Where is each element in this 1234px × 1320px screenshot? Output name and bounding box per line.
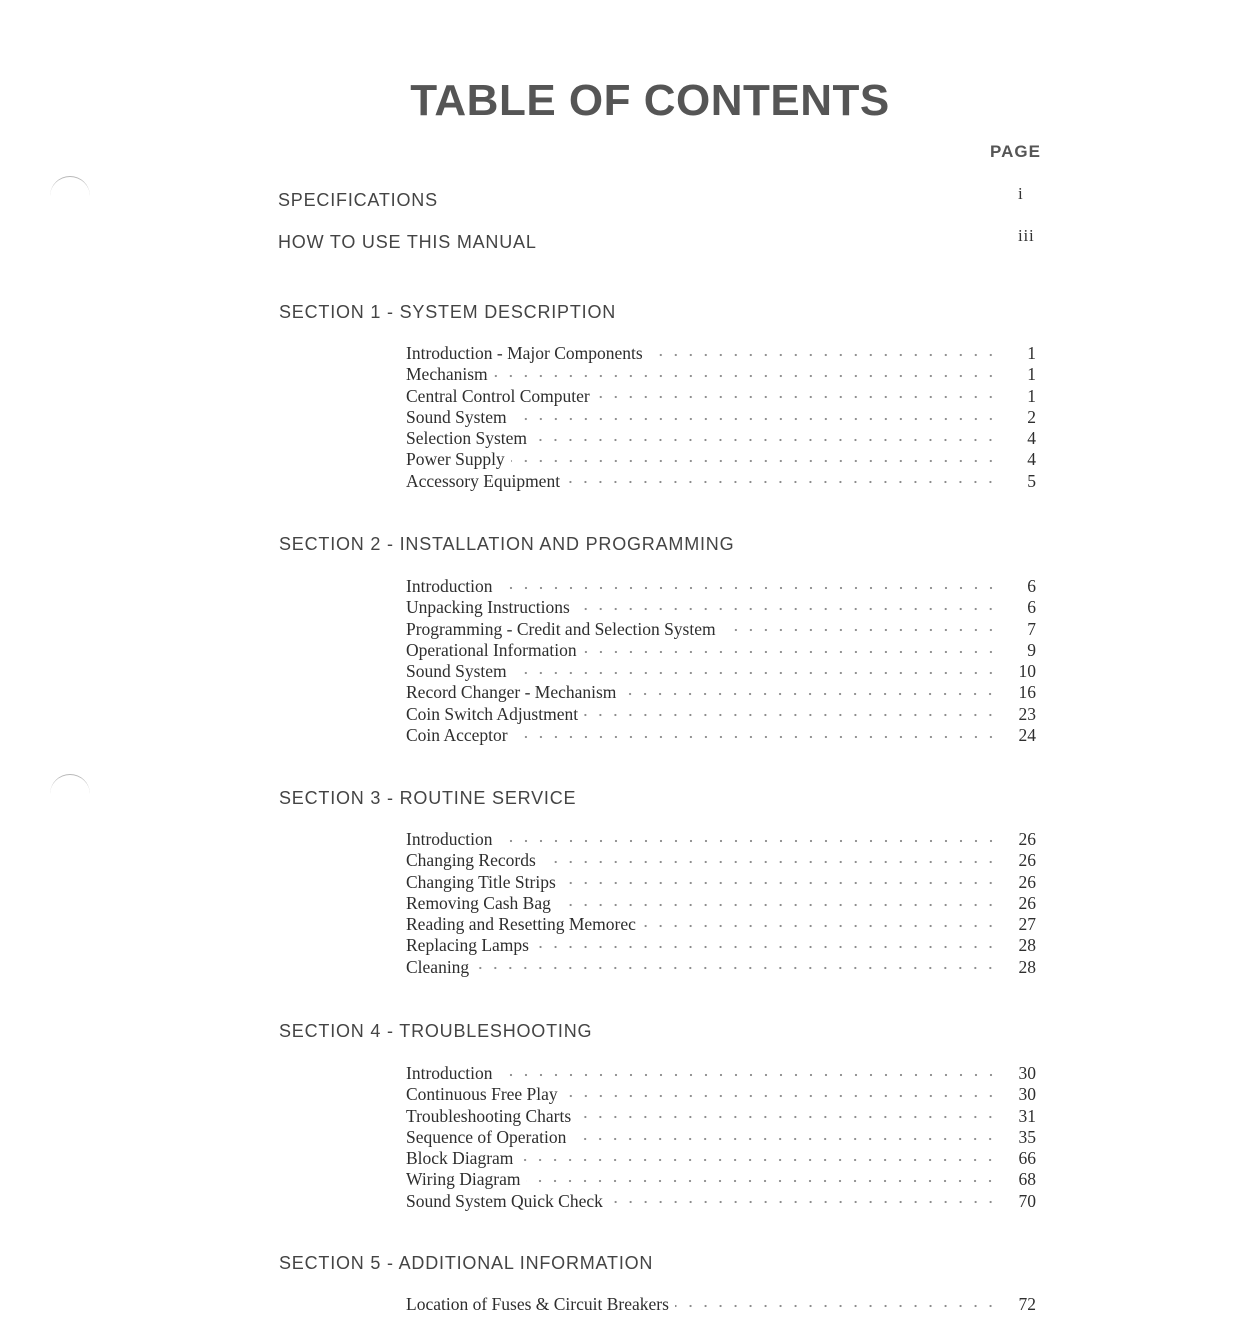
toc-entry xyxy=(406,1148,1036,1169)
section-4-entries xyxy=(406,1063,1036,1212)
toc-entry-label: Selection System xyxy=(406,428,528,449)
dot-leader xyxy=(566,477,998,487)
toc-entry xyxy=(406,682,1036,703)
toc-entry xyxy=(406,1106,1036,1127)
section-1-heading: SECTION 1 - SYSTEM DESCRIPTION xyxy=(279,302,617,322)
toc-entry-label: Changing Records xyxy=(406,850,536,871)
toc-entry-page: 6 xyxy=(1027,576,1036,596)
toc-entry xyxy=(406,1169,1036,1190)
toc-entry-page: 1 xyxy=(1027,385,1036,406)
toc-entry-page: 68 xyxy=(1018,1169,1036,1190)
toc-entry-label: Introduction xyxy=(406,829,493,849)
toc-entry-label: Central Control Computer xyxy=(406,385,590,406)
toc-entry-page: 24 xyxy=(1018,725,1036,746)
toc-entry-label: Programming - Credit and Selection System xyxy=(406,618,716,639)
toc-entry xyxy=(406,935,1036,956)
dot-leader xyxy=(596,392,998,402)
toc-how-to-use xyxy=(278,226,1038,253)
toc-entry xyxy=(406,1084,1036,1105)
toc-entry xyxy=(406,343,1036,364)
toc-entry-label: Introduction xyxy=(406,576,493,596)
dot-leader xyxy=(564,1091,998,1101)
toc-entry-page: 26 xyxy=(1018,850,1036,871)
toc-entry-page: 4 xyxy=(1027,449,1036,470)
dot-leader xyxy=(572,1134,998,1144)
toc-entry xyxy=(406,661,1036,682)
dot-leader xyxy=(542,857,998,867)
toc-entry-page: 1 xyxy=(1027,343,1036,363)
toc-entry-page: 30 xyxy=(1018,1084,1036,1105)
toc-entry-label: Location of Fuses & Circuit Breakers xyxy=(406,1294,669,1314)
toc-entry xyxy=(406,449,1036,470)
toc-entry xyxy=(406,1294,1036,1315)
dot-leader xyxy=(583,647,998,657)
dot-leader xyxy=(513,414,998,424)
dot-leader xyxy=(499,836,998,846)
toc-entry-label: Coin Switch Adjustment xyxy=(406,703,579,724)
toc-entry-label: Mechanism xyxy=(406,364,488,385)
toc-entry-label: Unpacking Instructions xyxy=(406,597,570,618)
toc-entry-label: Removing Cash Bag xyxy=(406,892,551,913)
section-1-entries xyxy=(406,343,1036,492)
toc-entry-label: Sequence of Operation xyxy=(406,1126,567,1147)
toc-entry-page: 9 xyxy=(1027,639,1036,660)
toc-entry-label: Sound System xyxy=(406,661,507,682)
dot-leader xyxy=(675,1301,998,1311)
dot-leader xyxy=(535,942,998,952)
toc-entry-page: 1 xyxy=(1027,364,1036,385)
toc-entry-label: Accessory Equipment xyxy=(406,470,561,491)
dot-leader xyxy=(562,878,998,888)
toc-entry-page: 26 xyxy=(1018,892,1036,913)
toc-entry xyxy=(406,829,1036,850)
dot-leader xyxy=(557,900,998,910)
toc-entry xyxy=(406,1191,1036,1212)
section-5-entries xyxy=(406,1294,1036,1315)
dot-leader xyxy=(511,456,998,466)
toc-entry-page: 23 xyxy=(1018,703,1036,724)
toc-entry-label: Introduction - Major Components xyxy=(406,343,643,363)
section-2-heading: SECTION 2 - INSTALLATION AND PROGRAMMING xyxy=(279,534,735,554)
dot-leader xyxy=(722,625,998,635)
binder-hole-mark xyxy=(50,774,90,797)
dot-leader xyxy=(499,583,998,593)
toc-entry xyxy=(406,386,1036,407)
toc-entry-page: 72 xyxy=(1018,1294,1036,1314)
section-4-heading: SECTION 4 - TROUBLESHOOTING xyxy=(279,1021,593,1041)
toc-entry xyxy=(406,914,1036,935)
toc-entry-page: 6 xyxy=(1027,597,1036,618)
toc-entry-page: 66 xyxy=(1018,1148,1036,1169)
toc-entry-label: Troubleshooting Charts xyxy=(406,1105,572,1126)
section-3-entries xyxy=(406,829,1036,978)
toc-entry xyxy=(406,364,1036,385)
toc-entry xyxy=(406,1063,1036,1084)
toc-entry xyxy=(406,872,1036,893)
toc-entry xyxy=(406,957,1036,978)
toc-entry-label: Block Diagram xyxy=(406,1148,514,1169)
toc-entry xyxy=(406,1127,1036,1148)
toc-entry-label: Record Changer - Mechanism xyxy=(406,682,617,703)
toc-entry xyxy=(406,407,1036,428)
dot-leader xyxy=(499,1070,998,1080)
dot-leader xyxy=(533,435,998,445)
dot-leader xyxy=(577,1112,998,1122)
dot-leader xyxy=(622,689,998,699)
toc-entry xyxy=(406,576,1036,597)
dot-leader xyxy=(642,921,998,931)
toc-page-number: i xyxy=(1018,184,1024,203)
toc-entry xyxy=(406,597,1036,618)
page-column-header: PAGE xyxy=(990,142,1041,161)
dot-leader xyxy=(609,1197,998,1207)
dot-leader xyxy=(513,668,998,678)
dot-leader xyxy=(475,963,998,973)
toc-entry-page: 28 xyxy=(1018,956,1036,977)
toc-specifications xyxy=(278,184,1038,211)
toc-entry-label: Sound System xyxy=(406,406,507,427)
toc-entry-label: Sound System Quick Check xyxy=(406,1190,603,1211)
toc-entry-label: Coin Acceptor xyxy=(406,725,508,746)
toc-entry-page: 10 xyxy=(1018,661,1036,682)
toc-entry-page: 31 xyxy=(1018,1105,1036,1126)
toc-entry xyxy=(406,640,1036,661)
toc-entry-label: Wiring Diagram xyxy=(406,1169,521,1190)
dot-leader xyxy=(519,1155,998,1165)
toc-entry xyxy=(406,850,1036,871)
section-2-entries xyxy=(406,576,1036,746)
page-title: TABLE OF CONTENTS xyxy=(410,76,890,125)
binder-hole-mark xyxy=(50,176,90,199)
toc-label: HOW TO USE THIS MANUAL xyxy=(278,232,537,252)
section-5-heading: SECTION 5 - ADDITIONAL INFORMATION xyxy=(279,1253,654,1273)
dot-leader xyxy=(494,371,998,381)
toc-entry-label: Operational Information xyxy=(406,639,577,660)
toc-entry-page: 26 xyxy=(1018,829,1036,849)
toc-entry-page: 5 xyxy=(1027,470,1036,491)
toc-page-number: iii xyxy=(1018,226,1035,245)
toc-entry-label: Changing Title Strips xyxy=(406,871,556,892)
toc-entry-page: 70 xyxy=(1018,1190,1036,1211)
toc-entry-page: 26 xyxy=(1018,871,1036,892)
toc-entry-label: Introduction xyxy=(406,1063,493,1083)
toc-entry-label: Replacing Lamps xyxy=(406,935,529,956)
toc-entry-page: 7 xyxy=(1027,618,1036,639)
toc-entry xyxy=(406,619,1036,640)
toc-entry xyxy=(406,428,1036,449)
dot-leader xyxy=(584,710,998,720)
toc-entry-page: 35 xyxy=(1018,1126,1036,1147)
toc-entry-label: Cleaning xyxy=(406,956,470,977)
toc-entry-label: Power Supply xyxy=(406,449,505,470)
dot-leader xyxy=(514,732,998,742)
toc-entry-page: 27 xyxy=(1018,914,1036,935)
dot-leader xyxy=(649,350,998,360)
toc-entry-page: 2 xyxy=(1027,406,1036,427)
toc-entry-label: Continuous Free Play xyxy=(406,1084,558,1105)
dot-leader xyxy=(526,1176,998,1186)
toc-entry-page: 16 xyxy=(1018,682,1036,703)
toc-entry-label: Reading and Resetting Memorec xyxy=(406,914,636,935)
toc-entry-page: 28 xyxy=(1018,935,1036,956)
section-3-heading: SECTION 3 - ROUTINE SERVICE xyxy=(279,788,577,808)
toc-label: SPECIFICATIONS xyxy=(278,190,438,210)
dot-leader xyxy=(576,604,998,614)
toc-entry xyxy=(406,704,1036,725)
toc-entry-page: 30 xyxy=(1018,1063,1036,1083)
toc-entry xyxy=(406,471,1036,492)
toc-entry xyxy=(406,725,1036,746)
toc-entry xyxy=(406,893,1036,914)
toc-entry-page: 4 xyxy=(1027,428,1036,449)
